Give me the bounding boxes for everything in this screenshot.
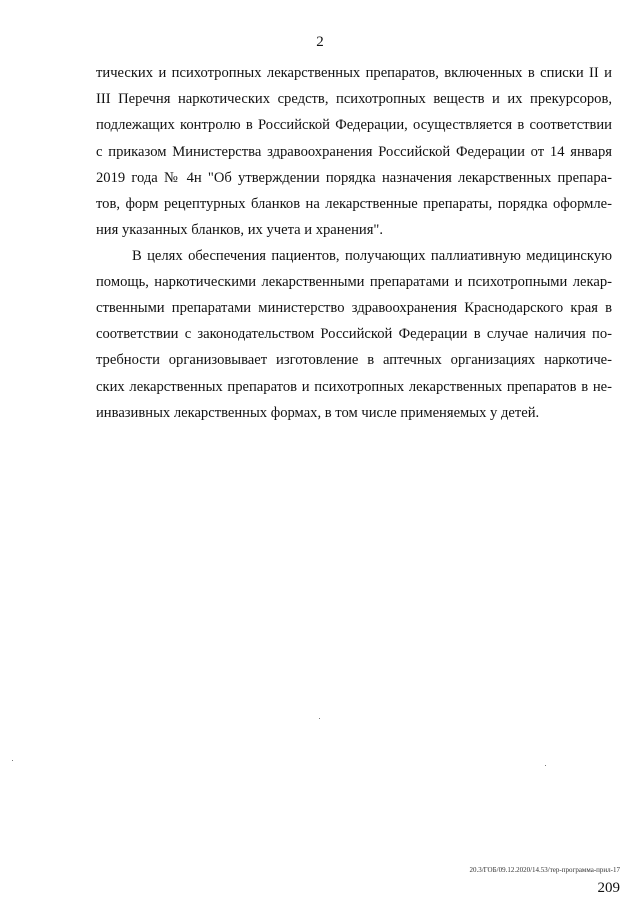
text-line: тов, форм рецептурных бланков на лекарственные препараты, порядка оформле-: [96, 196, 612, 212]
text-line: требности организовывает изготовление в аптечных организациях наркотиче-: [96, 352, 612, 368]
text-line: подлежащих контролю в Российской Федерации, осуществляется в соответствии: [96, 117, 612, 133]
text-line: инвазивных лекарственных формах, в том числе применяемых у детей.: [96, 405, 540, 421]
text-line: тических и психотропных лекарственных препаратов, включенных в списки II и: [96, 65, 612, 81]
text-line: ских лекарственных препаратов и психотропных лекарственных препаратов в не-: [96, 379, 612, 395]
text-line: В целях обеспечения пациентов, получающих паллиативную медицинскую: [132, 248, 612, 264]
text-line: ственными препаратами министерство здравоохранения Краснодарского края в: [96, 300, 612, 316]
scan-speck: [545, 765, 546, 766]
sheet-number: 209: [597, 880, 620, 896]
text-line: III Перечня наркотических средств, психотропных веществ и их прекурсоров,: [96, 91, 612, 107]
text-line: с приказом Министерства здравоохранения Российской Федерации от 14 января: [96, 144, 612, 160]
footer-file-code: 20.3/ГОБ/09.12.2020/14.53/тер-программа-прил-17: [469, 866, 620, 874]
text-line: ния указанных бланков, их учета и хранения".: [96, 222, 384, 238]
scan-speck: [319, 718, 320, 719]
text-line: помощь, наркотическими лекарственными препаратами и психотропными лекар-: [96, 274, 612, 290]
scan-speck: [12, 760, 13, 761]
text-line: соответствии с законодательством Российской Федерации в случае наличия по-: [96, 326, 612, 342]
page-number: 2: [316, 34, 324, 50]
text-line: 2019 года № 4н "Об утверждении порядка назначения лекарственных препара-: [96, 170, 612, 186]
